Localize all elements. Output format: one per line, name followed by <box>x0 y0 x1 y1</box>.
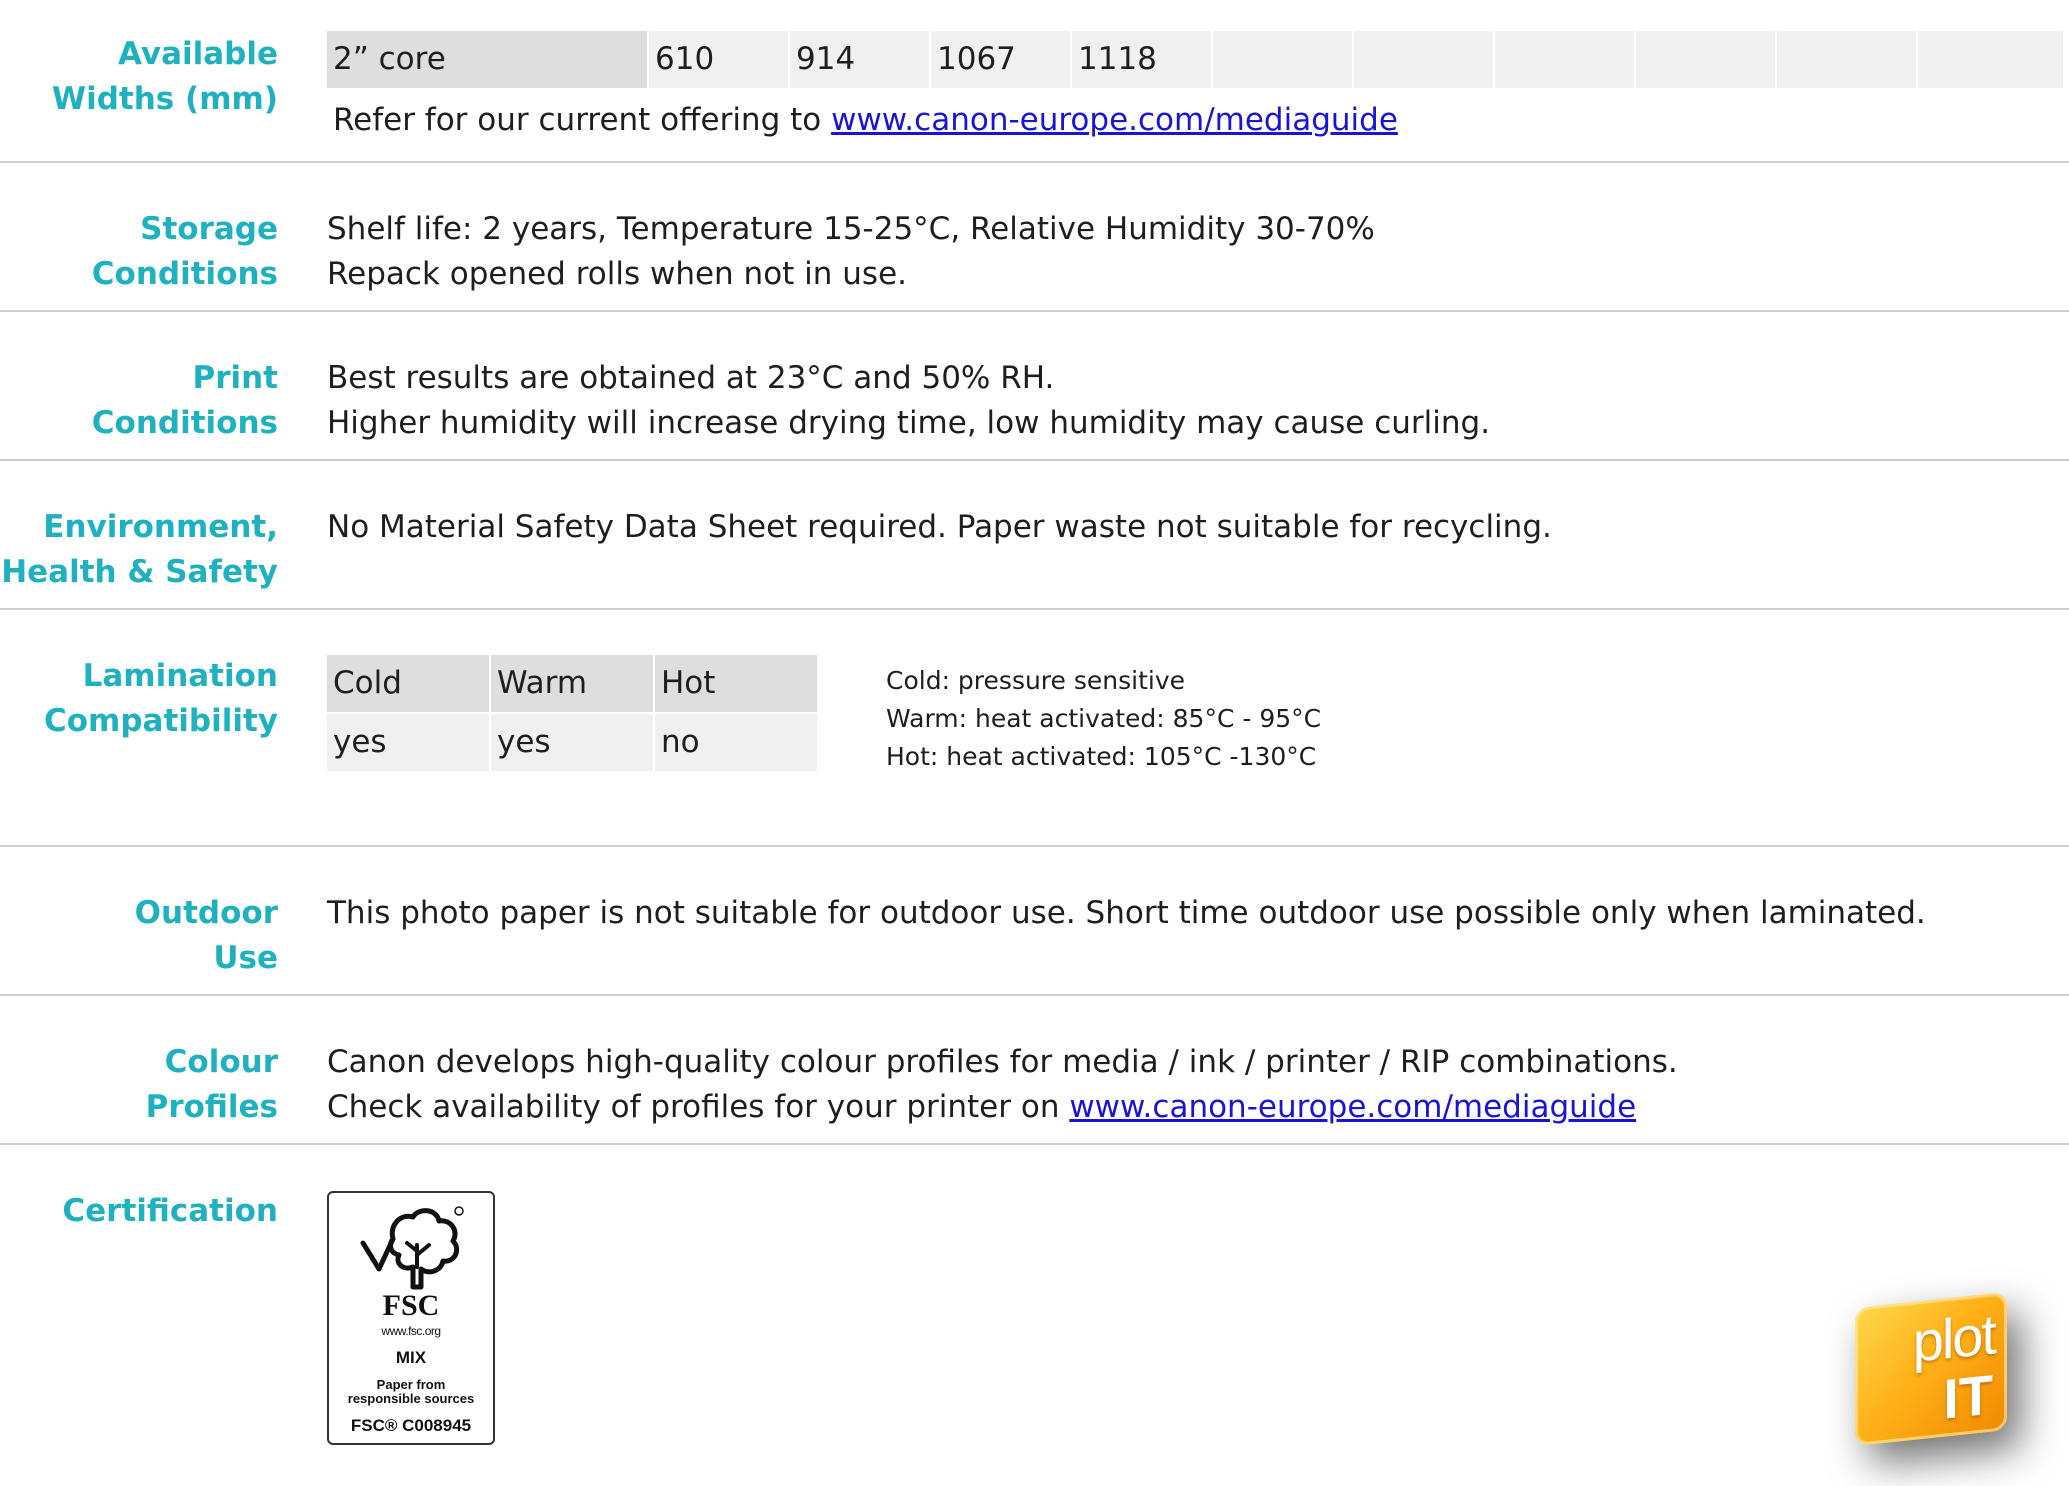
lamination-note: Cold: pressure sensitive <box>886 666 1186 695</box>
fsc-mix: MIX <box>395 1348 427 1367</box>
width-cell <box>1354 31 1493 88</box>
fsc-logo <box>327 1191 495 1445</box>
section-label-colour <box>0 1040 278 1130</box>
text-line: This photo paper is not suitable for outdoor use. Short time outdoor use possible only when laminated. <box>327 895 1926 931</box>
fsc-paper-line: Paper from <box>376 1377 446 1392</box>
lamination-notes <box>886 662 1321 776</box>
label-line: Widths (mm) <box>51 81 278 117</box>
section-label-lamination <box>0 654 278 744</box>
width-cell <box>1213 31 1352 88</box>
label-line: Conditions <box>91 256 278 292</box>
lamination-value-warm: yes <box>491 714 653 771</box>
lamination-value-hot: no <box>655 714 817 771</box>
width-cell: 610 <box>649 31 788 88</box>
storage-text <box>327 207 1375 297</box>
label-line: Colour <box>164 1044 278 1080</box>
section-label-environment <box>0 505 278 595</box>
section-certification <box>0 1145 2069 1486</box>
text-line: Canon develops high-quality colour profiles for media / ink / printer / RIP combinations. <box>327 1044 1678 1080</box>
widths-table <box>327 31 2065 88</box>
label-line: Outdoor <box>134 895 278 931</box>
label-line: Environment, <box>43 509 278 545</box>
lamination-value-row <box>327 714 819 771</box>
width-cell <box>1918 31 2063 88</box>
text-line: Best results are obtained at 23°C and 50% RH. <box>327 360 1055 396</box>
label-line: Use <box>213 940 278 976</box>
section-environment <box>0 461 2069 610</box>
text-line: Shelf life: 2 years, Temperature 15-25°C, Relative Humidity 30-70% <box>327 211 1375 247</box>
width-cell: 914 <box>790 31 929 88</box>
label-line: Print <box>192 360 278 396</box>
label-line: Available <box>117 36 278 72</box>
lamination-header-cold: Cold <box>327 655 489 712</box>
section-label-outdoor <box>0 891 278 981</box>
section-available-widths <box>0 0 2069 163</box>
fsc-tree-icon <box>359 1205 467 1291</box>
colour-text <box>327 1040 1678 1130</box>
lamination-table <box>327 655 819 773</box>
mediaguide-link[interactable]: www.canon-europe.com/mediaguide <box>1069 1089 1637 1125</box>
lamination-header-warm: Warm <box>491 655 653 712</box>
text-line <box>327 1085 1678 1130</box>
section-lamination <box>0 610 2069 847</box>
plotit-logo-top: plot <box>1912 1302 1995 1374</box>
text-line: No Material Safety Data Sheet required. Paper waste not suitable for recycling. <box>327 509 1552 545</box>
outdoor-text <box>327 891 1926 936</box>
text-line: Higher humidity will increase drying time, low humidity may cause curling. <box>327 405 1491 441</box>
print-text <box>327 356 1490 446</box>
mediaguide-link[interactable]: www.canon-europe.com/mediaguide <box>831 102 1398 138</box>
width-cell <box>1777 31 1916 88</box>
environment-text <box>327 505 1552 550</box>
fsc-license-code: FSC® C008945 <box>350 1416 472 1435</box>
lamination-note: Warm: heat activated: 85°C - 95°C <box>886 704 1322 733</box>
label-line: Conditions <box>91 405 278 441</box>
lamination-header-hot: Hot <box>655 655 817 712</box>
widths-note <box>333 97 1398 144</box>
label-line: Health & Safety <box>1 554 278 590</box>
section-colour-profiles <box>0 996 2069 1145</box>
lamination-header-row <box>327 655 819 712</box>
width-cell: 1067 <box>931 31 1070 88</box>
fsc-paper-line: responsible sources <box>347 1391 475 1406</box>
label-line: Lamination <box>82 658 278 694</box>
fsc-wordmark: FSC <box>382 1289 440 1322</box>
width-cell <box>1636 31 1775 88</box>
colour-line2-text: Check availability of profiles for your printer on <box>327 1089 1070 1125</box>
section-outdoor <box>0 847 2069 996</box>
section-label-certification: Certification <box>62 1193 278 1229</box>
section-label-widths <box>0 32 278 122</box>
plotit-logo <box>1855 1292 2007 1446</box>
section-label-storage <box>0 207 278 297</box>
fsc-url: www.fsc.org <box>381 1324 441 1338</box>
fsc-paper-text <box>329 1378 493 1406</box>
widths-note-text: Refer for our current offering to <box>333 102 832 138</box>
section-storage <box>0 163 2069 312</box>
lamination-note: Hot: heat activated: 105°C -130°C <box>886 742 1317 771</box>
width-cell-core: 2” core <box>327 31 647 88</box>
text-line: Repack opened rolls when not in use. <box>327 256 908 292</box>
label-line: Profiles <box>145 1089 278 1125</box>
lamination-value-cold: yes <box>327 714 489 771</box>
label-line: Compatibility <box>44 703 278 739</box>
section-print-conditions <box>0 312 2069 461</box>
label-line: Storage <box>140 211 278 247</box>
width-cell <box>1495 31 1634 88</box>
section-label-print <box>0 356 278 446</box>
width-cell: 1118 <box>1072 31 1211 88</box>
plotit-logo-bottom: IT <box>1943 1362 1993 1431</box>
